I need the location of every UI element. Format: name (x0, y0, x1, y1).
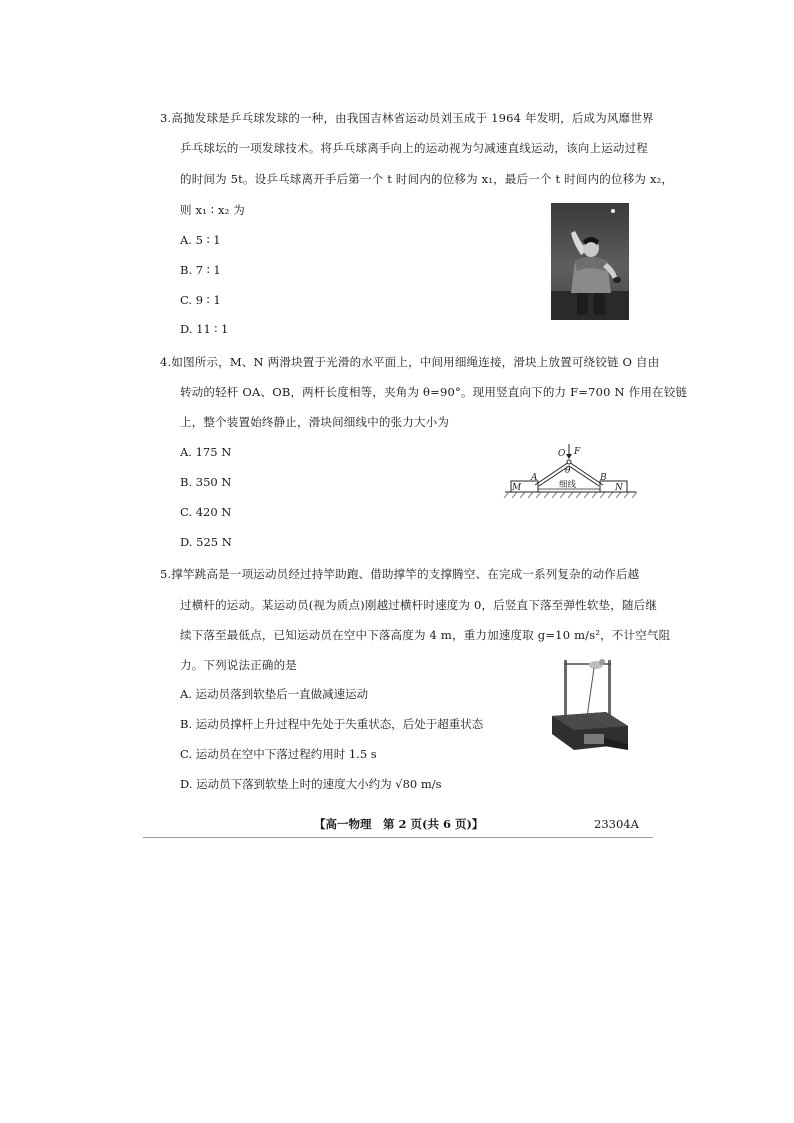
q4-line-1: 4.如图所示，M、N 两滑块置于光滑的水平面上，中间用细绳连接，滑块上放置可绕铰链 O 自由 (160, 355, 660, 369)
q5-option-b: B. 运动员撑杆上升过程中先处于失重状态，后处于超重状态 (180, 717, 484, 731)
q4-option-c: C. 420 N (180, 505, 232, 519)
footer-rule (143, 837, 653, 838)
q5-line-3: 续下落至最低点，已知运动员在空中下落高度为 4 m，重力加速度取 g=10 m/s²，不计空气阻 (180, 628, 671, 642)
q4-option-d: D. 525 N (180, 535, 232, 549)
q4-option-a: A. 175 N (180, 445, 232, 459)
q5-option-c: C. 运动员在空中下落过程约用时 1.5 s (180, 747, 377, 761)
q5-option-d: D. 运动员下落到软垫上时的速度大小约为 √80 m/s (180, 777, 442, 791)
pole-vault-photo (548, 654, 630, 752)
q3-line-3: 的时间为 5t。设乒乓球离开手后第一个 t 时间内的位移为 x₁，最后一个 t 时间内的位移为 x₂， (180, 172, 674, 186)
q5-option-a: A. 运动员落到软垫后一直做减速运动 (180, 687, 369, 701)
q3-line-2: 乒乓球坛的一项发球技术。将乒乓球离手向上的运动视为匀减速直线运动，该向上运动过程 (180, 141, 648, 155)
label-m: M (512, 483, 522, 493)
q3-line-1: 3.高抛发球是乒乓球发球的一种，由我国吉林省运动员刘玉成于 1964 年发明，后成为风靡世界 (160, 111, 654, 125)
q3-option-b: B. 7 ∶ 1 (180, 263, 221, 277)
label-f: F (574, 447, 581, 457)
q5-line-4: 力。下列说法正确的是 (180, 658, 297, 672)
footer-page-title: 【高一物理 第 2 页(共 6 页)】 (314, 817, 484, 831)
label-n: N (615, 483, 623, 493)
q3-line-4: 则 x₁ ∶ x₂ 为 (180, 203, 246, 217)
footer-code: 23304A (594, 817, 639, 831)
q4-line-2: 转动的轻杆 OA、OB，两杆长度相等，夹角为 θ=90°。现用竖直向下的力 F=700 N 作用在铰链 (180, 385, 688, 399)
q3-option-a: A. 5 ∶ 1 (180, 233, 221, 247)
q3-option-d: D. 11 ∶ 1 (180, 322, 229, 336)
label-theta: θ (565, 466, 571, 476)
q4-line-3: 上，整个装置始终静止，滑块间细线中的张力大小为 (180, 415, 450, 429)
table-tennis-player-photo (551, 203, 629, 320)
q5-line-2: 过横杆的运动。某运动员(视为质点)刚越过横杆时速度为 0，后竖直下落至弹性软垫，随后继 (180, 598, 658, 612)
hinge-o (567, 460, 571, 464)
q4-option-b: B. 350 N (180, 475, 232, 489)
label-b: B (600, 473, 607, 483)
label-string: 细线 (559, 480, 577, 490)
label-o: O (558, 449, 566, 459)
q3-option-c: C. 9 ∶ 1 (180, 293, 221, 307)
q5-line-1: 5.撑竿跳高是一项运动员经过持竿助跑、借助撑竿的支撑腾空、在完成一系列复杂的动作后越 (160, 567, 640, 581)
label-a: A (531, 473, 538, 483)
slider-linkage-diagram (503, 440, 638, 505)
